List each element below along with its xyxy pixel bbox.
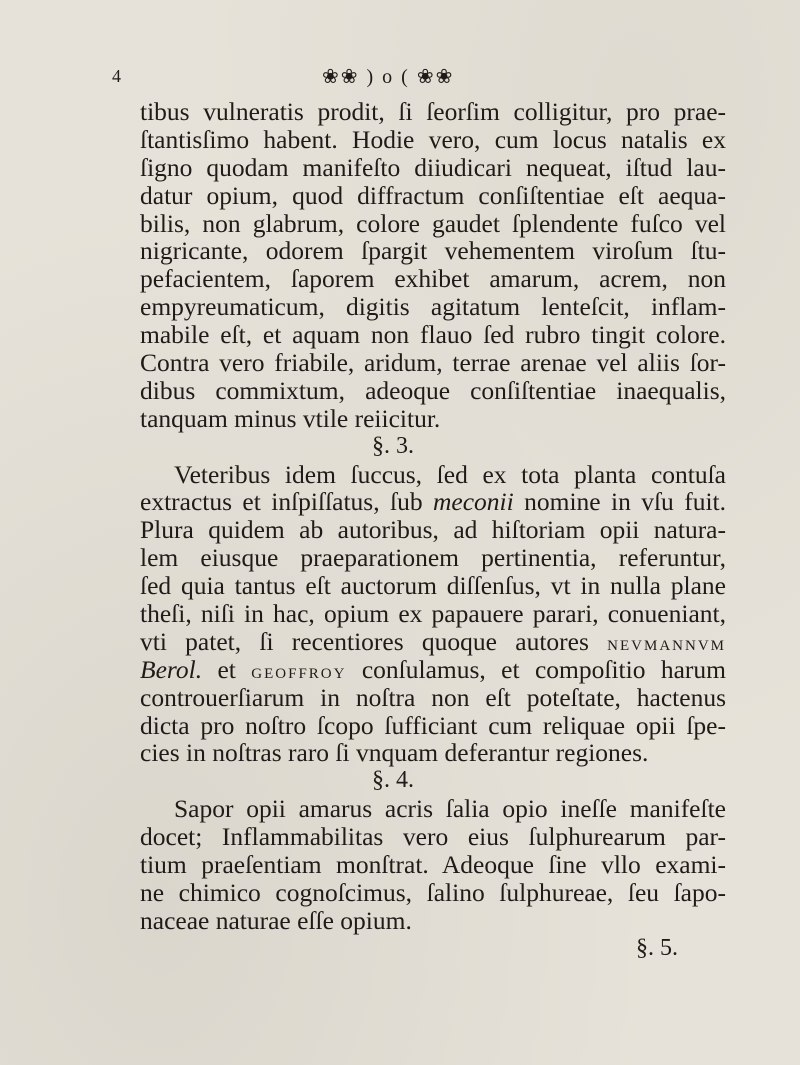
text-line: Contra vero friabile, aridum, terrae arenae vel aliis ſor- (140, 348, 726, 378)
text-segment: vti patet, ſi recentiores quoque autores (140, 626, 608, 656)
italic-term: Berol. (140, 654, 203, 684)
text-line: nigricante, odorem ſpargit vehementem viroſum ſtu- (140, 236, 726, 266)
text-line: pefacientem, ſaporem exhibet amarum, acrem, non (140, 264, 726, 294)
catchword: §. 5. (636, 934, 678, 961)
text-line: controuerſiarum in noſtra non eſt poteſtate, hactenus (140, 682, 726, 712)
page-number: 4 (112, 66, 121, 86)
text-line: Sapor opii amarus acris ſalia opio ineſſe manifeſte (174, 794, 726, 824)
text-line: lem eiusque praeparationem pertinentia, referuntur, (140, 543, 726, 573)
text-line: dibus commixtum, adeoque conſiſtentiae inaequalis, (140, 375, 726, 405)
text-line: tibus vulneratis prodit, ſi ſeorſim colligitur, pro prae- (140, 97, 726, 126)
text-line: tanquam minus vtile reiicitur. (140, 403, 441, 433)
text-line: ſed quia tantus eſt auctorum diſſenſus, vt in nulla plane (140, 571, 726, 601)
text-segment: conſulamus, et compoſitio harum (346, 654, 726, 684)
text-line: tium praeſentiam monſtrat. Adeoque ſine vllo exami- (140, 850, 726, 880)
text-line: ſigno quodam manifeſto diiudicari nequeat, iſtud lau- (140, 152, 726, 182)
text-line: docet; Inflammabilitas vero eius ſulphurearum par- (140, 822, 726, 852)
section-heading-4: §. 4. (372, 767, 414, 794)
text-line: theſi, niſi in hac, opium ex papauere parari, conueniant, (140, 599, 726, 629)
header-ornament: ❀❀ ) o ( ❀❀ (322, 66, 455, 88)
text-line: cies in noſtras raro ſi vnquam deferantur regiones. (140, 738, 649, 768)
text-segment: extractus et inſpiſſatus, ſub (140, 487, 433, 517)
text-line: dicta pro noſtro ſcopo ſufficiant cum reliquae opii ſpe- (140, 710, 726, 740)
text-line (140, 628, 726, 656)
text-line (140, 656, 726, 684)
text-line: ſtantisſimo habent. Hodie vero, cum locus natalis ex (140, 124, 726, 154)
body-text (140, 98, 726, 963)
text-line: Veteribus idem ſuccus, ſed ex tota planta contuſa (174, 459, 726, 489)
text-line: ne chimico cognoſcimus, ſalino ſulphureae, ſeu ſapo- (140, 877, 726, 907)
author-name: geoffroy (251, 657, 347, 683)
text-line: mabile eſt, et aquam non flauo ſed rubro tingit colore. (140, 320, 726, 350)
text-line: naceae naturae eſſe opium. (140, 905, 412, 935)
running-header (0, 62, 800, 92)
italic-term: meconii (432, 487, 514, 517)
text-line: Plura quidem ab autoribus, ad hiſtoriam opii natura- (140, 515, 726, 545)
text-segment: et (202, 654, 252, 684)
author-name: nevmannvm (607, 629, 726, 655)
text-line (140, 488, 726, 516)
text-line: datur opium, quod diffractum conſiſtentiae eſt aequa- (140, 180, 726, 210)
section-heading-3: §. 3. (372, 432, 414, 459)
text-segment: nomine in vſu fuit. (513, 487, 726, 517)
text-line: empyreumaticum, digitis agitatum lenteſcit, inflam- (140, 292, 726, 322)
text-line: bilis, non glabrum, colore gaudet ſplendente fuſco vel (140, 208, 726, 238)
